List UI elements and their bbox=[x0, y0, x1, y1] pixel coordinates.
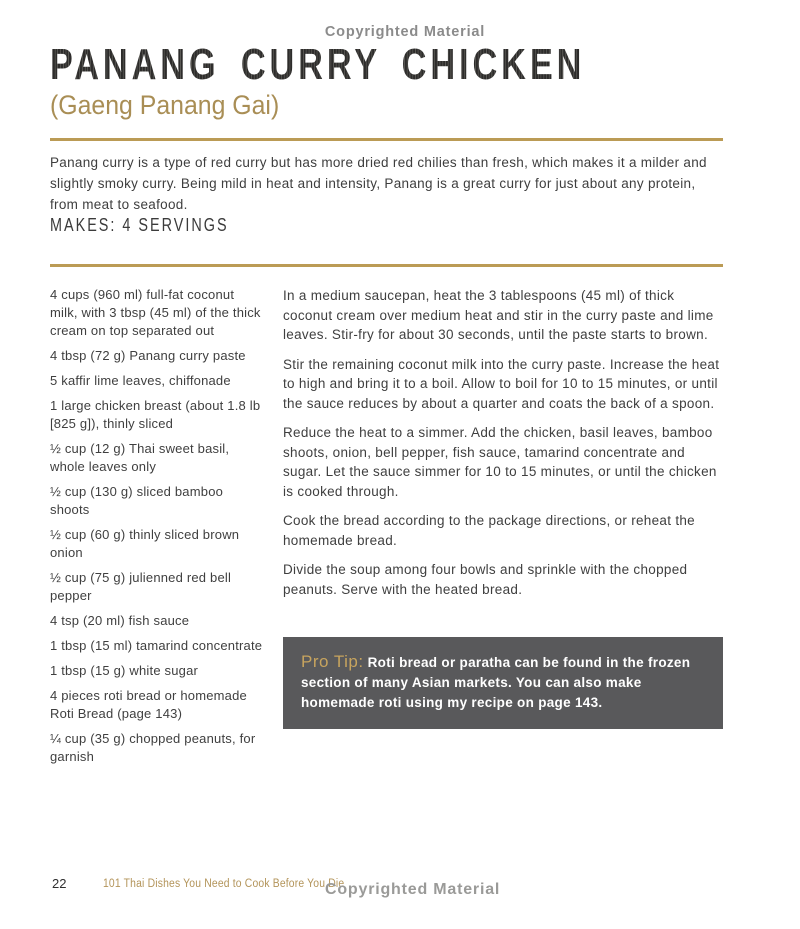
ingredient-item: ½ cup (130 g) sliced bamboo shoots bbox=[50, 484, 224, 517]
ingredient-item: ¼ cup (35 g) chopped peanuts, for garnish bbox=[50, 731, 256, 764]
pro-tip-text: Roti bread or paratha can be found in the frozen section of many Asian markets. You can also make homemade roti using my recipe on page 143. bbox=[301, 655, 691, 710]
recipe-title: PANANG CURRY CHICKEN bbox=[50, 40, 586, 89]
instruction-paragraph: Divide the soup among four bowls and sprinkle with the chopped peanuts. Serve with the heated bread. bbox=[283, 562, 688, 597]
pro-tip-content bbox=[301, 652, 691, 710]
bottom-copyright-text: Copyrighted Material bbox=[325, 881, 501, 898]
recipe-subtitle: (Gaeng Panang Gai) bbox=[50, 90, 280, 121]
ingredient-item: 1 large chicken breast (about 1.8 lb [825 g]), thinly sliced bbox=[50, 398, 261, 431]
ingredient-item: ½ cup (75 g) julienned red bell pepper bbox=[50, 570, 232, 603]
ingredient-item: 4 pieces roti bread or homemade Roti Bread (page 143) bbox=[50, 688, 247, 721]
ingredient-item: ½ cup (12 g) Thai sweet basil, whole leaves only bbox=[50, 441, 230, 474]
gold-divider-top bbox=[50, 138, 723, 141]
footer-book-title: 101 Thai Dishes You Need to Cook Before You Die bbox=[103, 878, 345, 890]
ingredient-item: 4 tsp (20 ml) fish sauce bbox=[50, 613, 190, 628]
intro-paragraph: Panang curry is a type of red curry but has more dried red chilies than fresh, which makes it a milder and slightly smoky curry. Being mild in heat and intensity, Panang is a great curry for just about any protein, from meat to seafood. bbox=[50, 155, 707, 212]
instruction-paragraph: Stir the remaining coconut milk into the curry paste. Increase the heat to high and bring it to a boil. Allow to boil for 10 to 15 minutes, or until the sauce reduces by about a quarter and coats the back of a spoon. bbox=[283, 356, 720, 411]
recipe-body bbox=[50, 286, 723, 773]
ingredient-item: 1 tbsp (15 g) white sugar bbox=[50, 663, 199, 678]
instruction-paragraph: In a medium saucepan, heat the 3 tablespoons (45 ml) of thick coconut cream over medium heat and stir in the curry paste and lime leaves. Stir-fry for about 30 seconds, until the paste starts to brown. bbox=[283, 288, 714, 342]
recipe-header bbox=[50, 42, 736, 121]
pro-tip-label: Pro Tip: bbox=[301, 652, 364, 671]
ingredients-list bbox=[50, 286, 265, 773]
ingredient-item: 4 cups (960 ml) full-fat coconut milk, with 3 tbsp (45 ml) of the thick cream on top separated out bbox=[50, 287, 261, 338]
ingredient-item: 1 tbsp (15 ml) tamarind concentrate bbox=[50, 638, 263, 653]
gold-divider-bottom bbox=[50, 264, 723, 267]
instruction-paragraph: Reduce the heat to a simmer. Add the chicken, basil leaves, bamboo shoots, onion, bell pepper, fish sauce, tamarind concentrate and sugar. Let the sauce simmer for 10 to 15 minutes, or until the chicken is cooked through. bbox=[283, 425, 717, 499]
instruction-paragraph: Cook the bread according to the package directions, or reheat the homemade bread. bbox=[283, 513, 695, 548]
makes-servings-label: MAKES: 4 SERVINGS bbox=[50, 215, 229, 235]
ingredient-item: 4 tbsp (72 g) Panang curry paste bbox=[50, 348, 246, 363]
top-copyright-text: Copyrighted Material bbox=[324, 24, 486, 40]
ingredient-item: 5 kaffir lime leaves, chiffonade bbox=[50, 373, 231, 388]
instructions bbox=[283, 286, 723, 773]
pro-tip-box bbox=[283, 637, 723, 729]
ingredient-item: ½ cup (60 g) thinly sliced brown onion bbox=[50, 527, 240, 560]
footer-page-number: 22 bbox=[52, 876, 67, 891]
